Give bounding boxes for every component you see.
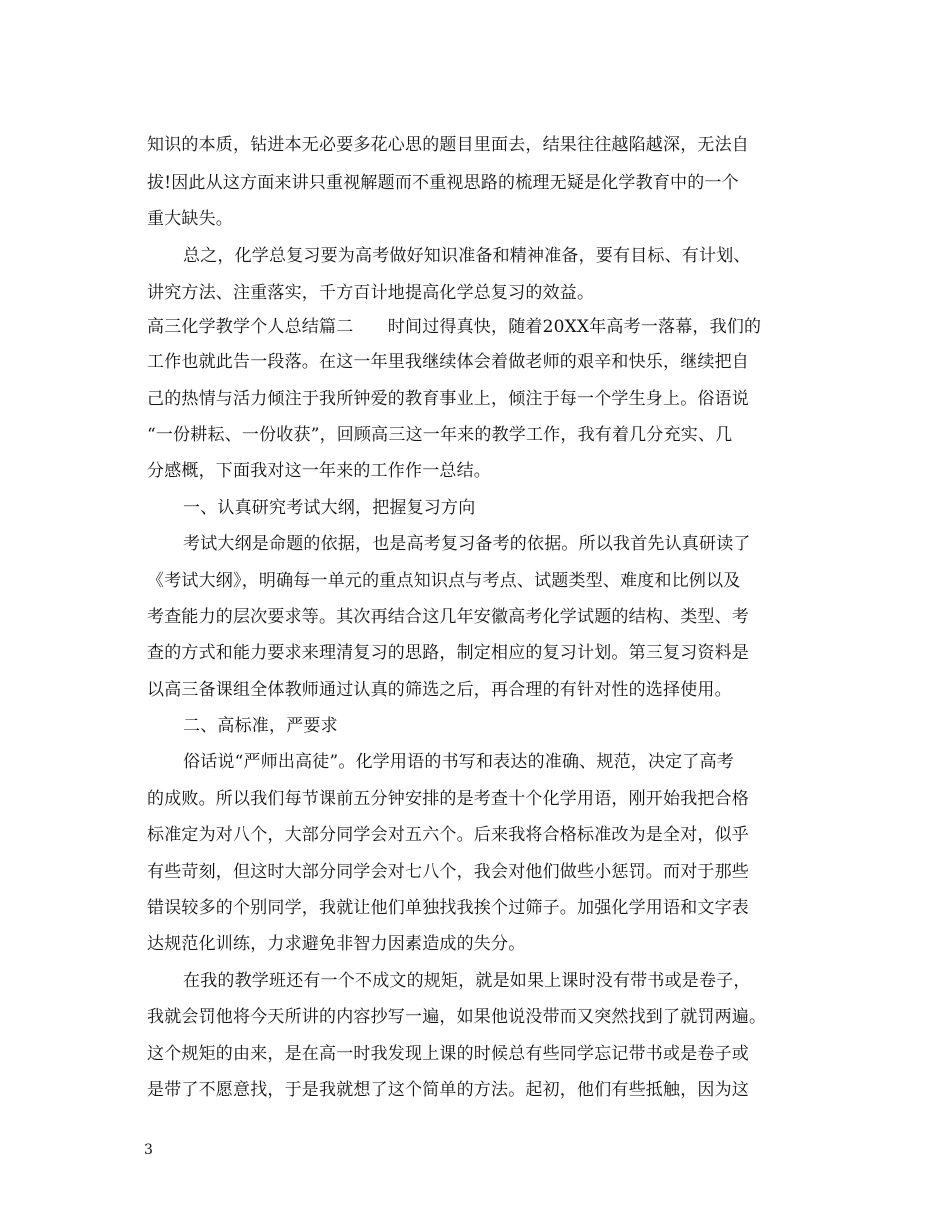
body-text-line: “一份耕耘、一份收获”，回顾高三这一年来的教学工作，我有着几分充实、几 — [147, 425, 733, 445]
body-text-line: 《考试大纲》，明确每一单元的重点知识点与考点、试题类型、难度和比例以及 — [147, 571, 741, 591]
subheading-line: 一、认真研究考试大纲，把握复习方向 — [183, 498, 476, 518]
body-text-line: 拔!因此从这方面来讲只重视解题而不重视思路的梳理无疑是化学教育中的一个 — [147, 173, 739, 193]
body-text-line: 考查能力的层次要求等。其次再结合这几年安徽高考化学试题的结构、类型、考 — [147, 607, 749, 627]
body-text-line: 这个规矩的由来，是在高一时我发现上课的时候总有些同学忘记带书或是卷子或 — [147, 1044, 749, 1064]
body-text-line: 己的热情与活力倾注于我所钟爱的教育事业上，倾注于每一个学生身上。俗语说 — [147, 389, 749, 409]
body-text-line: 错误较多的个别同学，我就让他们单独找我挨个过筛子。加强化学用语和文字表 — [147, 898, 749, 918]
body-text-line: 知识的本质，钻进本无必要多花心思的题目里面去，结果往往越陷越深，无法自 — [147, 135, 749, 155]
body-text-line: 我就会罚他将今天所讲的内容抄写一遍，如果他说没带而又突然找到了就罚两遍。 — [147, 1007, 767, 1027]
body-text-line: 以高三备课组全体教师通过认真的筛选之后，再合理的有针对性的选择使用。 — [147, 680, 732, 700]
body-text-line: 达规范化训练，力求避免非智力因素造成的失分。 — [147, 934, 526, 954]
body-text-line: 总之，化学总复习要为高考做好知识准备和精神准备，要有目标、有计划、 — [183, 246, 751, 266]
subheading-line: 二、高标准，严要求 — [183, 716, 338, 736]
body-text-line: 考试大纲是命题的依据，也是高考复习备考的依据。所以我首先认真研读了 — [183, 534, 751, 554]
body-text-line: 在我的教学班还有一个不成文的规矩，就是如果上课时没有带书或是卷子， — [183, 971, 751, 991]
body-text-line: 分感概，下面我对这一年来的工作作一总结。 — [147, 461, 491, 481]
body-text-line: 标准定为对八个，大部分同学会对五六个。后来我将合格标准改为是全对，似乎 — [147, 825, 749, 845]
body-text-line: 查的方式和能力要求来理清复习的思路，制定相应的复习计划。第三复习资料是 — [147, 643, 749, 663]
body-text-line: 的成败。所以我们每节课前五分钟安排的是考查十个化学用语，刚开始我把合格 — [147, 789, 749, 809]
body-text-line: 重大缺失。 — [147, 209, 233, 229]
section-heading-line: 高三化学教学个人总结篇二 时间过得真快，随着20XX年高考一落幕，我们的 — [147, 317, 762, 337]
body-text-line: 俗话说“严师出高徒”。化学用语的书写和表达的准确、规范，决定了高考 — [183, 752, 734, 772]
body-text-line: 工作也就此告一段落。在这一年里我继续体会着做老师的艰辛和快乐，继续把自 — [147, 352, 749, 372]
page-number: 3 — [144, 1142, 153, 1158]
body-text-line: 有些苛刻，但这时大部分同学会对七八个，我会对他们做些小惩罚。而对于那些 — [147, 862, 749, 882]
body-text-line: 是带了不愿意找，于是我就想了这个简单的方法。起初，他们有些抵触，因为这 — [147, 1080, 749, 1100]
body-text-line: 讲究方法、注重落实，千方百计地提高化学总复习的效益。 — [147, 283, 595, 303]
